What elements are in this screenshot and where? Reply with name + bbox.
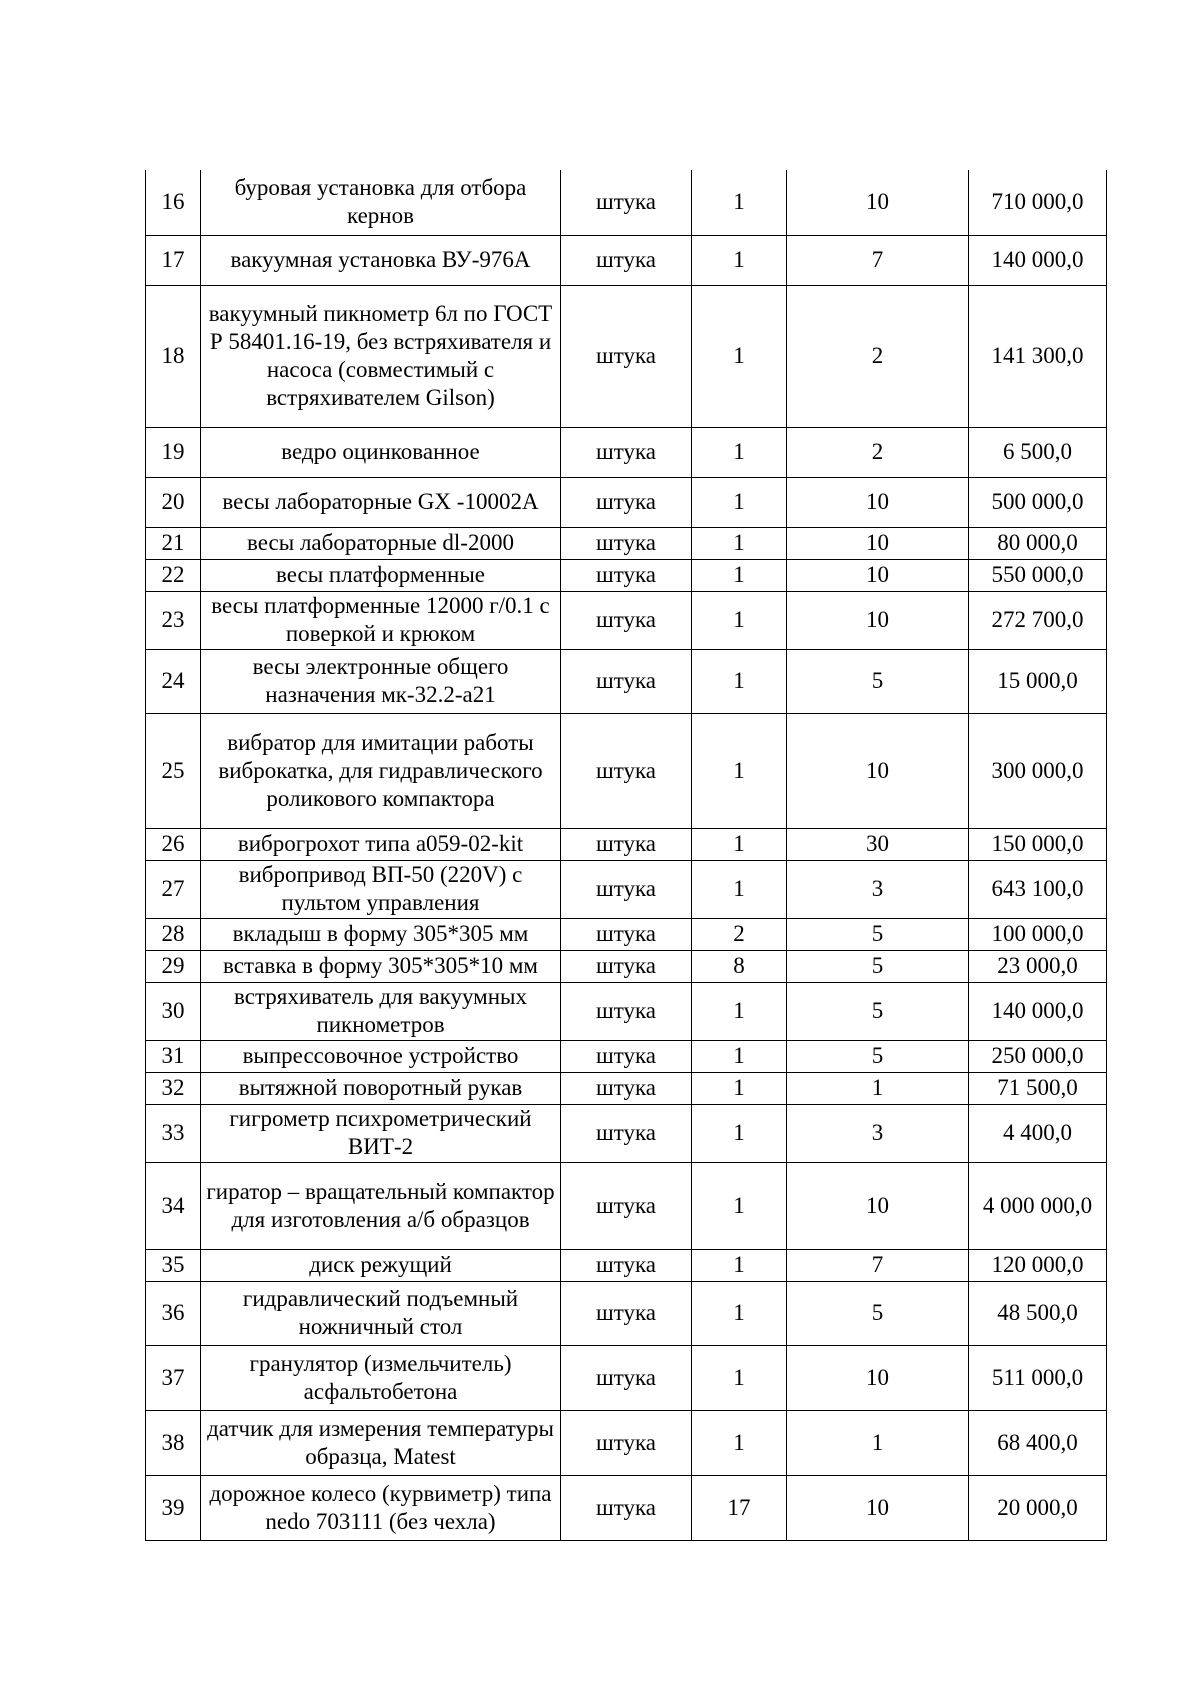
row-number: 29 xyxy=(146,950,201,982)
term-cell: 5 xyxy=(787,918,969,950)
term-cell: 1 xyxy=(787,1072,969,1104)
price-cell: 68 400,0 xyxy=(969,1410,1107,1475)
term-cell: 7 xyxy=(787,235,969,285)
item-name: вытяжной поворотный рукав xyxy=(201,1072,561,1104)
item-name: датчик для измерения температуры образца, Matest xyxy=(201,1410,561,1475)
row-number: 23 xyxy=(146,591,201,649)
price-cell: 272 700,0 xyxy=(969,591,1107,649)
row-number: 33 xyxy=(146,1104,201,1162)
row-number: 26 xyxy=(146,828,201,860)
item-name: гиратор – вращательный компактор для изготовления а/б образцов xyxy=(201,1162,561,1249)
unit-cell: штука xyxy=(561,982,692,1040)
term-cell: 10 xyxy=(787,527,969,559)
row-number: 17 xyxy=(146,235,201,285)
quantity-cell: 1 xyxy=(692,649,787,713)
item-name: виброгрохот типа а059-02-kit xyxy=(201,828,561,860)
row-number: 37 xyxy=(146,1345,201,1410)
quantity-cell: 1 xyxy=(692,559,787,591)
price-cell: 80 000,0 xyxy=(969,527,1107,559)
table-row xyxy=(146,713,1107,828)
item-name: вибратор для имитации работы виброкатка, для гидравлического роликового компактора xyxy=(201,713,561,828)
item-name: дорожное колесо (курвиметр) типа nedo 703111 (без чехла) xyxy=(201,1475,561,1540)
table-row xyxy=(146,982,1107,1040)
price-cell: 250 000,0 xyxy=(969,1040,1107,1072)
item-name: гранулятор (измельчитель) асфальтобетона xyxy=(201,1345,561,1410)
table-row xyxy=(146,950,1107,982)
table-row xyxy=(146,649,1107,713)
term-cell: 1 xyxy=(787,1410,969,1475)
item-name: гигрометр психрометрический ВИТ-2 xyxy=(201,1104,561,1162)
table-row xyxy=(146,1410,1107,1475)
unit-cell: штука xyxy=(561,918,692,950)
quantity-cell: 1 xyxy=(692,1104,787,1162)
row-number: 22 xyxy=(146,559,201,591)
quantity-cell: 1 xyxy=(692,285,787,427)
unit-cell: штука xyxy=(561,713,692,828)
table-row xyxy=(146,1281,1107,1345)
unit-cell: штука xyxy=(561,235,692,285)
price-cell: 15 000,0 xyxy=(969,649,1107,713)
item-name: диск режущий xyxy=(201,1249,561,1281)
unit-cell: штука xyxy=(561,1104,692,1162)
unit-cell: штука xyxy=(561,649,692,713)
quantity-cell: 1 xyxy=(692,1345,787,1410)
quantity-cell: 1 xyxy=(692,1249,787,1281)
quantity-cell: 1 xyxy=(692,828,787,860)
term-cell: 10 xyxy=(787,591,969,649)
table-row xyxy=(146,1345,1107,1410)
item-name: весы электронные общего назначения мк-32.2-а21 xyxy=(201,649,561,713)
equipment-table xyxy=(145,170,1107,1541)
term-cell: 30 xyxy=(787,828,969,860)
quantity-cell: 1 xyxy=(692,235,787,285)
row-number: 36 xyxy=(146,1281,201,1345)
unit-cell: штука xyxy=(561,1345,692,1410)
unit-cell: штука xyxy=(561,427,692,477)
term-cell: 2 xyxy=(787,427,969,477)
price-cell: 120 000,0 xyxy=(969,1249,1107,1281)
item-name: ведро оцинкованное xyxy=(201,427,561,477)
table-row xyxy=(146,828,1107,860)
row-number: 19 xyxy=(146,427,201,477)
table-row xyxy=(146,1249,1107,1281)
item-name: весы лабораторные dl-2000 xyxy=(201,527,561,559)
term-cell: 7 xyxy=(787,1249,969,1281)
quantity-cell: 1 xyxy=(692,1072,787,1104)
table-row xyxy=(146,1162,1107,1249)
table-row xyxy=(146,860,1107,918)
unit-cell: штука xyxy=(561,860,692,918)
quantity-cell: 1 xyxy=(692,1410,787,1475)
table-row xyxy=(146,235,1107,285)
item-name: весы платформенные xyxy=(201,559,561,591)
unit-cell: штука xyxy=(561,1281,692,1345)
row-number: 35 xyxy=(146,1249,201,1281)
item-name: весы лабораторные GX -10002A xyxy=(201,477,561,527)
unit-cell: штука xyxy=(561,1040,692,1072)
unit-cell: штука xyxy=(561,170,692,235)
item-name: выпрессовочное устройство xyxy=(201,1040,561,1072)
item-name: вибропривод ВП-50 (220V) с пультом управления xyxy=(201,860,561,918)
term-cell: 5 xyxy=(787,1040,969,1072)
term-cell: 10 xyxy=(787,477,969,527)
quantity-cell: 1 xyxy=(692,591,787,649)
term-cell: 2 xyxy=(787,285,969,427)
price-cell: 500 000,0 xyxy=(969,477,1107,527)
row-number: 34 xyxy=(146,1162,201,1249)
unit-cell: штука xyxy=(561,1410,692,1475)
term-cell: 10 xyxy=(787,170,969,235)
price-cell: 4 400,0 xyxy=(969,1104,1107,1162)
item-name: вакуумный пикнометр 6л по ГОСТ Р 58401.16-19, без встряхивателя и насоса (совместимый с встряхивателем Gilson) xyxy=(201,285,561,427)
item-name: встряхиватель для вакуумных пикнометров xyxy=(201,982,561,1040)
term-cell: 5 xyxy=(787,1281,969,1345)
unit-cell: штука xyxy=(561,950,692,982)
price-cell: 6 500,0 xyxy=(969,427,1107,477)
term-cell: 10 xyxy=(787,1475,969,1540)
quantity-cell: 8 xyxy=(692,950,787,982)
quantity-cell: 17 xyxy=(692,1475,787,1540)
unit-cell: штука xyxy=(561,1249,692,1281)
table-row xyxy=(146,285,1107,427)
row-number: 27 xyxy=(146,860,201,918)
row-number: 21 xyxy=(146,527,201,559)
price-cell: 100 000,0 xyxy=(969,918,1107,950)
unit-cell: штука xyxy=(561,527,692,559)
price-cell: 150 000,0 xyxy=(969,828,1107,860)
unit-cell: штука xyxy=(561,591,692,649)
quantity-cell: 1 xyxy=(692,713,787,828)
table-row xyxy=(146,559,1107,591)
quantity-cell: 1 xyxy=(692,1162,787,1249)
table-row xyxy=(146,527,1107,559)
term-cell: 10 xyxy=(787,1162,969,1249)
table-row xyxy=(146,477,1107,527)
quantity-cell: 1 xyxy=(692,1281,787,1345)
term-cell: 10 xyxy=(787,1345,969,1410)
item-name: вакуумная установка ВУ-976А xyxy=(201,235,561,285)
table-row xyxy=(146,591,1107,649)
row-number: 24 xyxy=(146,649,201,713)
row-number: 20 xyxy=(146,477,201,527)
table-row xyxy=(146,1475,1107,1540)
item-name: вкладыш в форму 305*305 мм xyxy=(201,918,561,950)
item-name: буровая установка для отбора кернов xyxy=(201,170,561,235)
price-cell: 643 100,0 xyxy=(969,860,1107,918)
row-number: 16 xyxy=(146,170,201,235)
term-cell: 3 xyxy=(787,860,969,918)
table-row xyxy=(146,1104,1107,1162)
table-row xyxy=(146,427,1107,477)
term-cell: 10 xyxy=(787,559,969,591)
row-number: 31 xyxy=(146,1040,201,1072)
term-cell: 10 xyxy=(787,713,969,828)
price-cell: 140 000,0 xyxy=(969,982,1107,1040)
item-name: гидравлический подъемный ножничный стол xyxy=(201,1281,561,1345)
term-cell: 5 xyxy=(787,950,969,982)
unit-cell: штука xyxy=(561,1072,692,1104)
term-cell: 5 xyxy=(787,649,969,713)
table-row xyxy=(146,918,1107,950)
price-cell: 20 000,0 xyxy=(969,1475,1107,1540)
row-number: 18 xyxy=(146,285,201,427)
row-number: 38 xyxy=(146,1410,201,1475)
unit-cell: штука xyxy=(561,559,692,591)
unit-cell: штука xyxy=(561,1475,692,1540)
price-cell: 71 500,0 xyxy=(969,1072,1107,1104)
quantity-cell: 2 xyxy=(692,918,787,950)
unit-cell: штука xyxy=(561,285,692,427)
table-row xyxy=(146,170,1107,235)
price-cell: 48 500,0 xyxy=(969,1281,1107,1345)
term-cell: 3 xyxy=(787,1104,969,1162)
price-cell: 23 000,0 xyxy=(969,950,1107,982)
item-name: вставка в форму 305*305*10 мм xyxy=(201,950,561,982)
row-number: 25 xyxy=(146,713,201,828)
row-number: 39 xyxy=(146,1475,201,1540)
quantity-cell: 1 xyxy=(692,1040,787,1072)
quantity-cell: 1 xyxy=(692,477,787,527)
item-name: весы платформенные 12000 г/0.1 с поверкой и крюком xyxy=(201,591,561,649)
price-cell: 300 000,0 xyxy=(969,713,1107,828)
price-cell: 550 000,0 xyxy=(969,559,1107,591)
price-cell: 710 000,0 xyxy=(969,170,1107,235)
unit-cell: штука xyxy=(561,828,692,860)
price-cell: 141 300,0 xyxy=(969,285,1107,427)
quantity-cell: 1 xyxy=(692,170,787,235)
quantity-cell: 1 xyxy=(692,982,787,1040)
row-number: 28 xyxy=(146,918,201,950)
price-cell: 4 000 000,0 xyxy=(969,1162,1107,1249)
price-cell: 140 000,0 xyxy=(969,235,1107,285)
row-number: 30 xyxy=(146,982,201,1040)
row-number: 32 xyxy=(146,1072,201,1104)
unit-cell: штука xyxy=(561,1162,692,1249)
unit-cell: штука xyxy=(561,477,692,527)
quantity-cell: 1 xyxy=(692,527,787,559)
price-cell: 511 000,0 xyxy=(969,1345,1107,1410)
table-row xyxy=(146,1040,1107,1072)
quantity-cell: 1 xyxy=(692,427,787,477)
quantity-cell: 1 xyxy=(692,860,787,918)
table-row xyxy=(146,1072,1107,1104)
term-cell: 5 xyxy=(787,982,969,1040)
